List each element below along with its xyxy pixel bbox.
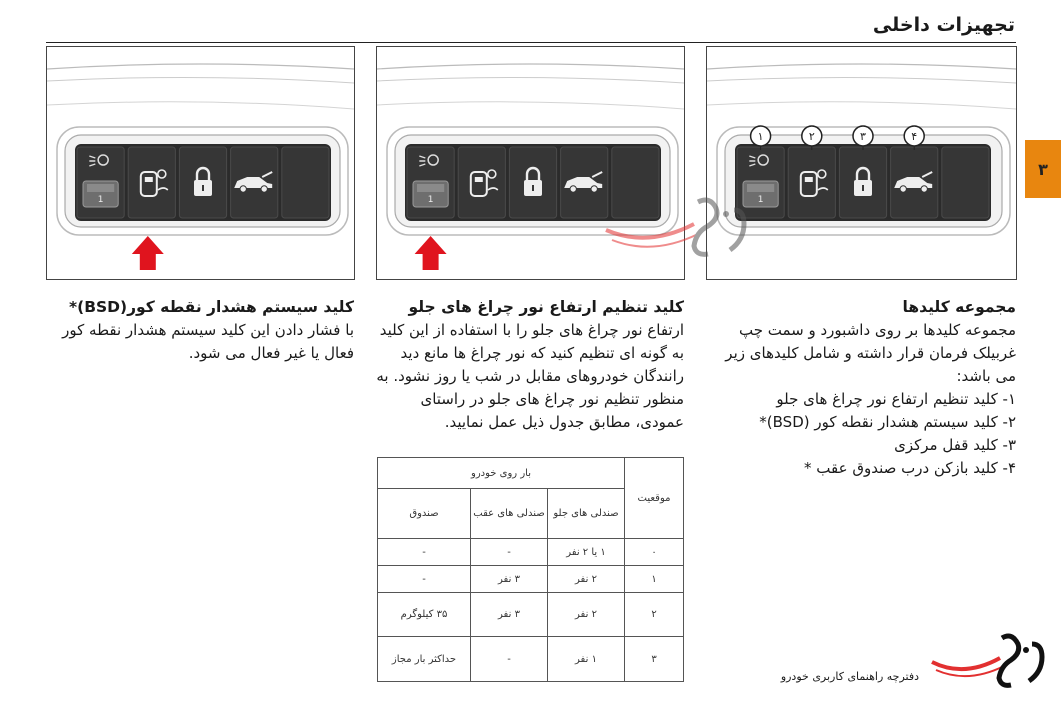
footer-logo-icon <box>926 628 1056 708</box>
bsd-body: با فشار دادن این کلید سیستم هشدار نقطه کور فعال یا غیر فعال می شود. <box>62 321 354 362</box>
table-cell: - <box>378 539 471 566</box>
switches-section <box>708 296 1016 480</box>
headlight-section <box>376 296 684 434</box>
table-row <box>378 539 684 566</box>
table-cell: ۳۵ کیلوگرم <box>378 593 471 637</box>
callout-number: ۱ <box>757 130 764 143</box>
watermark-logo <box>598 190 768 280</box>
table-subheader: صندوق <box>378 489 471 539</box>
callout-number: ۴ <box>911 130 918 143</box>
image-panel-bsd <box>46 46 355 280</box>
watermark-logo-icon <box>598 190 768 280</box>
header-rule <box>46 42 1016 43</box>
thumbwheel-label: 1 <box>427 195 434 205</box>
headlight-body: ارتفاع نور چراغ های جلو را با استفاده از این کلید به گونه ای تنظیم کنید که نور چراغ ها مانع دید رانندگان خودروهای مقابل در شب یا روز نشود. به منظور تنظیم نور چراغ های جلو در راستای عمودی، مطابق جدول ذیل عمل نمایید. <box>376 321 684 431</box>
table-row <box>378 593 684 637</box>
footer-text: دفترچه راهنمای کاربری خودرو <box>780 670 919 683</box>
switch-list-item: ۳- کلید قفل مرکزی <box>894 436 1016 454</box>
switch-panel-illustration-bsd <box>47 47 354 279</box>
chapter-tab <box>1025 140 1061 198</box>
table-subheader: صندلی های عقب <box>471 489 548 539</box>
table-cell: ۲ نفر <box>548 593 625 637</box>
table-cell: - <box>471 637 548 682</box>
table-header-load: بار روی خودرو <box>378 458 625 489</box>
switches-heading: مجموعه کلیدها <box>902 298 1016 316</box>
switch-button <box>942 147 989 218</box>
table-cell: ۱ یا ۲ نفر <box>548 539 625 566</box>
chapter-number: ۳ <box>1038 159 1048 179</box>
callout-number: ۲ <box>808 130 815 143</box>
switch-list-item: ۲- کلید سیستم هشدار نقطه کور (BSD)* <box>759 413 1016 431</box>
bsd-section <box>46 296 354 365</box>
switch-button <box>282 147 329 218</box>
table-cell: ۲ <box>625 593 684 637</box>
headlight-heading: کلید تنظیم ارتفاع نور چراغ های جلو <box>408 298 684 316</box>
table-header-position: موقعیت <box>625 458 684 539</box>
bsd-heading: کلید سیستم هشدار نقطه کور(BSD)* <box>69 298 354 316</box>
callout-number: ۳ <box>860 130 866 143</box>
switches-intro: مجموعه کلیدها بر روی داشبورد و سمت چپ غربیلک فرمان قرار داشته و شامل کلیدهای زیر می باشد: <box>725 321 1016 385</box>
thumbwheel-label: 1 <box>757 195 764 205</box>
table-subheader: صندلی های جلو <box>548 489 625 539</box>
table-cell: ۳ نفر <box>471 566 548 593</box>
switch-button <box>128 147 175 218</box>
switch-button <box>458 147 505 218</box>
table-cell: ۲ نفر <box>548 566 625 593</box>
table-cell: ۳ <box>625 637 684 682</box>
table-cell: ۱ نفر <box>548 637 625 682</box>
table-cell: ۱ <box>625 566 684 593</box>
switch-list-item: ۴- کلید بازکن درب صندوق عقب * <box>804 459 1016 477</box>
footer-watermark-logo <box>926 628 1056 708</box>
table-row <box>378 566 684 593</box>
table-row <box>378 637 684 682</box>
switch-list-item: ۱- کلید تنظیم ارتفاع نور چراغ های جلو <box>776 390 1016 408</box>
switch-button <box>788 147 835 218</box>
table-cell: - <box>471 539 548 566</box>
table-cell: ۳ نفر <box>471 593 548 637</box>
thumbwheel-label: 1 <box>97 195 104 205</box>
headlight-load-table <box>377 457 684 682</box>
table-cell: حداکثر بار مجاز <box>378 637 471 682</box>
table-cell: ۰ <box>625 539 684 566</box>
page-title: تجهیزات داخلی <box>872 14 1015 36</box>
table-cell: - <box>378 566 471 593</box>
